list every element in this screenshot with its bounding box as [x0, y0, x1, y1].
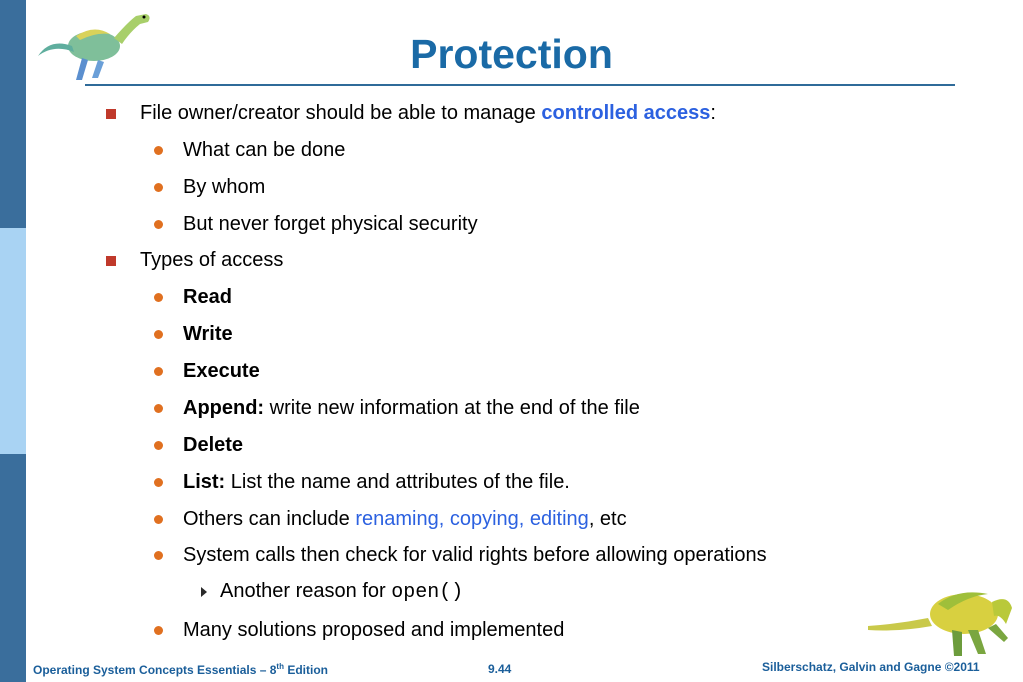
- bullet-types-of-access: Types of access: [140, 249, 284, 271]
- highlight-text: renaming, copying, editing: [355, 508, 589, 530]
- circle-bullet-icon: [154, 478, 163, 487]
- arrow-bullet-icon: [201, 587, 207, 597]
- circle-bullet-icon: [154, 183, 163, 192]
- bullet-controlled-access: [140, 100, 716, 126]
- sub-bullet-write: Write: [183, 323, 233, 345]
- dinosaur-logo-top: [36, 4, 158, 84]
- sub-bullet-others: [183, 506, 627, 532]
- footer-page-number: 9.44: [488, 662, 512, 676]
- bullet-text: Another reason for: [220, 580, 392, 602]
- highlight-text: controlled access: [541, 102, 711, 124]
- square-bullet-icon: [106, 256, 116, 266]
- sub-bullet-many-solutions: Many solutions proposed and implemented: [183, 619, 565, 641]
- sub-bullet-whom: By whom: [183, 176, 266, 198]
- bullet-text: List the name and attributes of the file.: [225, 471, 570, 493]
- square-bullet-icon: [106, 109, 116, 119]
- bullet-label: Append:: [183, 397, 265, 419]
- circle-bullet-icon: [154, 293, 163, 302]
- sub-bullet-read: Read: [183, 286, 232, 308]
- sub-bullet-what: What can be done: [183, 139, 346, 161]
- bullet-label: List:: [183, 471, 226, 493]
- title-divider: [85, 84, 955, 86]
- bullet-text: Others can include: [183, 508, 356, 530]
- bullet-text: File owner/creator should be able to manage: [140, 102, 542, 124]
- footer-text: Edition: [283, 663, 328, 677]
- sub-bullet-delete: Delete: [183, 434, 244, 456]
- sub-bullet-append: [183, 395, 640, 421]
- footer-book-title: [33, 662, 328, 677]
- bullet-text: :: [710, 102, 716, 124]
- circle-bullet-icon: [154, 404, 163, 413]
- dinosaur-logo-bottom: [868, 584, 1016, 662]
- footer-authors: Silberschatz, Galvin and Gagne ©2011: [762, 660, 980, 674]
- circle-bullet-icon: [154, 367, 163, 376]
- sub-sub-bullet-open: [220, 578, 463, 606]
- circle-bullet-icon: [154, 515, 163, 524]
- slide-title: Protection: [410, 31, 613, 77]
- bullet-text: write new information at the end of the file: [264, 397, 640, 419]
- circle-bullet-icon: [154, 146, 163, 155]
- left-band-bottom: [0, 454, 26, 682]
- circle-bullet-icon: [154, 330, 163, 339]
- sub-bullet-physical: But never forget physical security: [183, 213, 478, 235]
- footer-text: Operating System Concepts Essentials – 8: [33, 663, 277, 677]
- sub-bullet-list: [183, 469, 570, 495]
- sub-bullet-syscalls: System calls then check for valid rights before allowing operations: [183, 544, 767, 566]
- circle-bullet-icon: [154, 220, 163, 229]
- left-band-middle: [0, 228, 26, 454]
- left-band-top: [0, 0, 26, 228]
- circle-bullet-icon: [154, 626, 163, 635]
- circle-bullet-icon: [154, 551, 163, 560]
- code-text: open(): [391, 581, 464, 604]
- bullet-text: , etc: [588, 508, 627, 530]
- footer-superscript: th: [276, 662, 284, 671]
- sub-bullet-execute: Execute: [183, 360, 260, 382]
- circle-bullet-icon: [154, 441, 163, 450]
